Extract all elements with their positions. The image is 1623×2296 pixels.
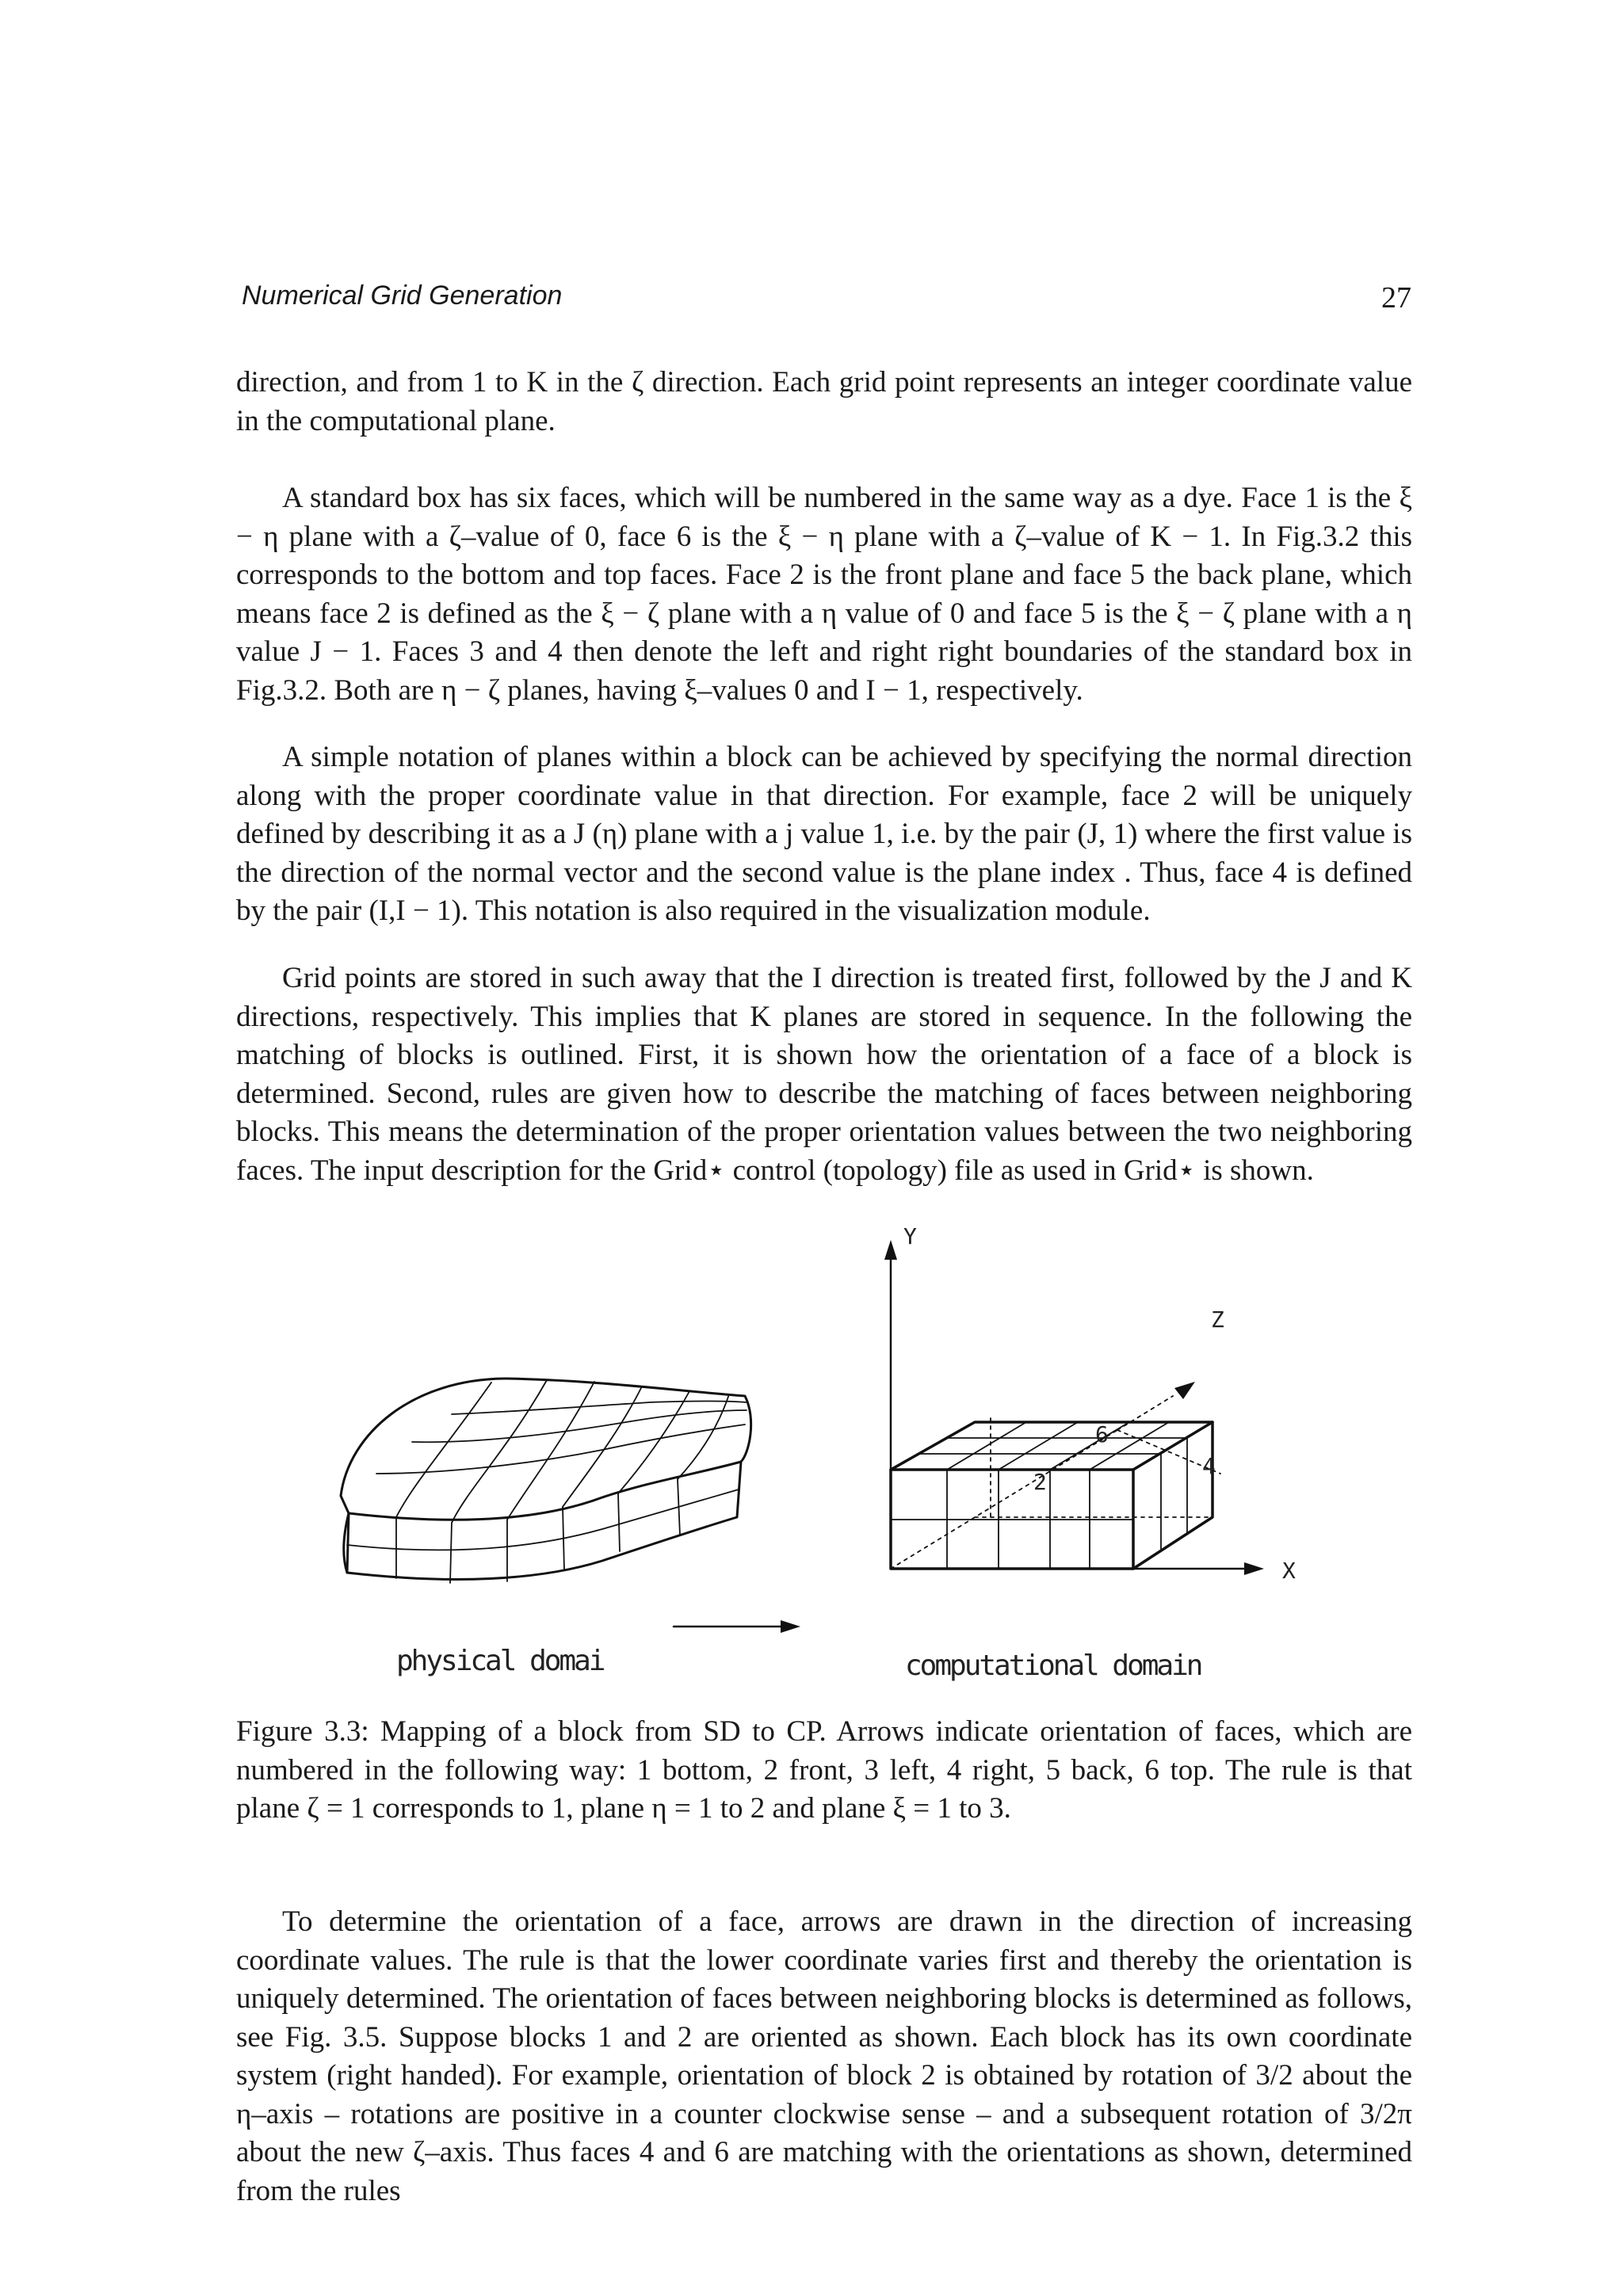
paragraph-plane-notation: A simple notation of planes within a block can be achieved by specifying the normal direction along with the proper coordinate value in that direction. For example, face 2 will be uniquely defined by describing it as a J (η) plane with a j value 1, i.e. by the pair (J, 1) where the first value is the direction of the normal vector and the second value is the plane index . Thus, face 4 is defined by the pair (I,I − 1). This notation is also required in the visualization module. bbox=[236, 741, 1412, 927]
figure-diagram bbox=[317, 1212, 1347, 1688]
arrowheads bbox=[781, 1240, 1264, 1633]
axis-label-z: Z bbox=[1211, 1306, 1224, 1333]
paragraph-face-orientation: To determine the orientation of a face, arrows are drawn in the direction of increasing coordinate values. The rule is that the lower coordinate varies first and thereby the orientation is uniquely determined. The orientation of faces between neighboring blocks is determined as follows, see Fig. 3.5. Suppose blocks 1 and 2 are oriented as shown. Each block has its own coordinate system (right handed). For example, orientation of block 2 is obtained by rotation of 3/2 about the η–axis – rotations are positive in a counter clockwise sense – and a subsequent rotation of 3/2π about the new ζ–axis. Thus faces 4 and 6 are matching with the orientations as shown, determined from the rules bbox=[236, 1905, 1412, 2207]
face-label-2: 2 bbox=[1033, 1469, 1047, 1495]
page-header bbox=[242, 280, 1411, 320]
x-axis-arrowhead bbox=[1244, 1562, 1264, 1575]
figure-caption: Figure 3.3: Mapping of a block from SD to CP. Arrows indicate orientation of faces, which are numbered in the following way: 1 bottom, 2 front, 3 left, 4 right, 5 back, 6 top. The rule is that plane ζ = 1 corresponds to 1, plane η = 1 to 2 and plane ξ = 1 to 3. bbox=[236, 1715, 1412, 1825]
axis-label-x: X bbox=[1282, 1558, 1296, 1584]
z-axis-arrowhead bbox=[1174, 1382, 1195, 1399]
computational-domain-label: computational domain bbox=[905, 1650, 1201, 1682]
axis-lines bbox=[891, 1256, 1248, 1569]
paragraph-continuation: direction, and from 1 to K in the ζ direction. Each grid point represents an integer coordinate value in the computational plane. bbox=[236, 366, 1412, 437]
physical-domain-grid bbox=[347, 1380, 747, 1583]
paragraph-grid-storage: Grid points are stored in such away that the I direction is treated first, followed by the J and K directions, respectively. This implies that K planes are stored in sequence. In the following the matching of blocks is outlined. First, it is shown how the orientation of a face of a block is determined. Second, rules are given how to describe the matching of faces between neighboring blocks. This means the determination of the proper orientation values between the two neighboring faces. The input description for the Grid⋆ control (topology) file as used in Grid⋆ is shown. bbox=[236, 962, 1412, 1187]
y-axis-arrowhead bbox=[884, 1240, 897, 1260]
face-label-6: 6 bbox=[1095, 1421, 1109, 1447]
page-number: 27 bbox=[1381, 281, 1411, 315]
axis-label-y: Y bbox=[903, 1223, 917, 1249]
figure-block-mapping bbox=[317, 1212, 1347, 1688]
mapping-arrowhead bbox=[781, 1620, 800, 1633]
physical-domain-label: physical domai bbox=[396, 1645, 604, 1677]
computational-box bbox=[891, 1422, 1212, 1569]
face-label-4: 4 bbox=[1202, 1453, 1216, 1479]
running-title: Numerical Grid Generation bbox=[242, 280, 563, 311]
paragraph-standard-box: A standard box has six faces, which will be numbered in the same way as a dye. Face 1 is the ξ − η plane with a ζ–value of 0, face 6 is the ξ − η plane with a ζ–value of K − 1. In Fig.3.2 this corresponds to the bottom and top faces. Face 2 is the front plane and face 5 the back plane, which means face 2 is defined as the ξ − ζ plane with a η value of 0 and face 5 is the ξ − ζ plane with a η value J − 1. Faces 3 and 4 then denote the left and right right boundaries of the standard box in Fig.3.2. Both are η − ζ planes, having ξ–values 0 and I − 1, respectively. bbox=[236, 482, 1412, 707]
